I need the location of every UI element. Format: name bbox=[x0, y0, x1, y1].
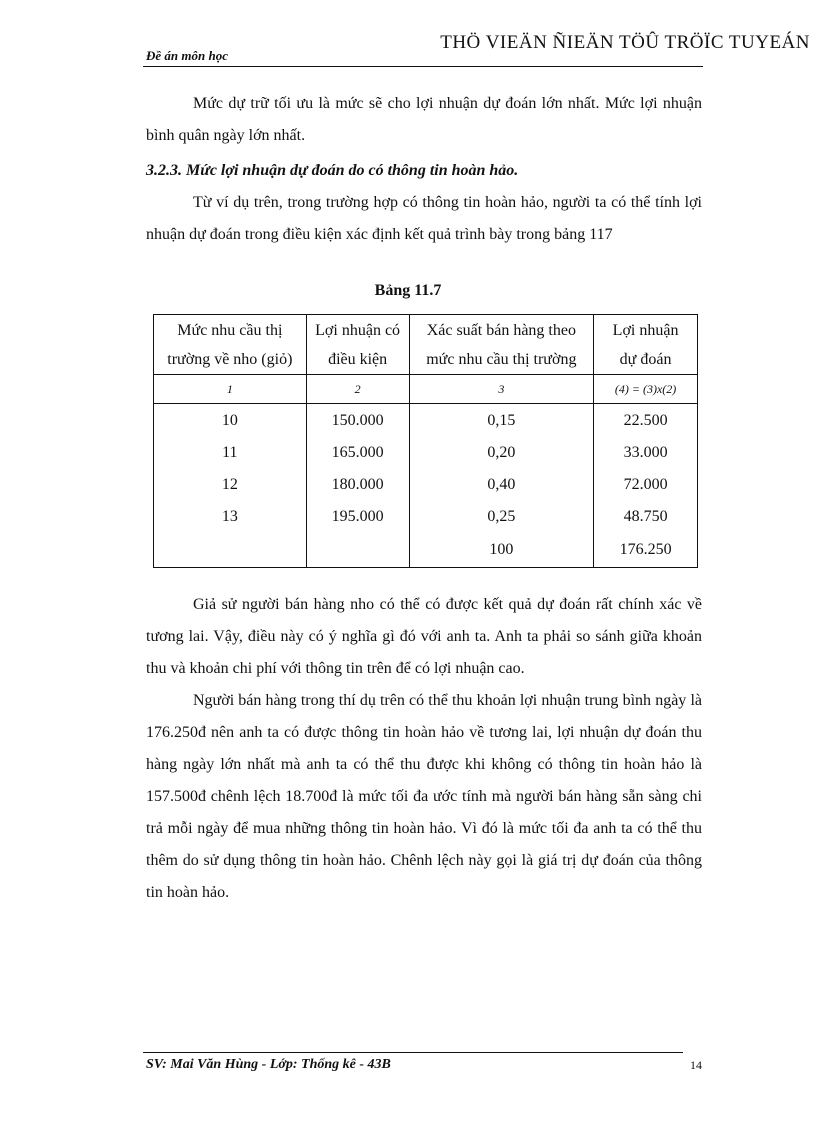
table-cell bbox=[154, 533, 307, 568]
index-cell: 1 bbox=[154, 375, 307, 404]
table-cell: 0,15 bbox=[409, 404, 594, 438]
table-total-row bbox=[154, 533, 698, 568]
table-cell: 0,20 bbox=[409, 437, 594, 469]
table-cell: 0,25 bbox=[409, 501, 594, 533]
table-cell: 12 bbox=[154, 469, 307, 501]
page-number: 14 bbox=[690, 1058, 702, 1072]
footer-student-info: SV: Mai Văn Hùng - Lớp: Thống kê - 43B bbox=[146, 1057, 391, 1072]
header-divider bbox=[143, 66, 703, 67]
table-cell: 10 bbox=[154, 404, 307, 438]
paragraph-perfect-info-value: Người bán hàng trong thí dụ trên có thể thu khoản lợi nhuận trung bình ngày là 176.250đ nên anh ta có được thông tin hoàn hảo về tương lai, lợi nhuận dự đoán thu hàng ngày lớn nhất mà anh ta có thể thu được khi không có thông tin hoàn hảo là 157.500đ chênh lệch 18.700đ là mức tối đa ước tính mà người bán hàng sẵn sàng chi trả mỗi ngày để mua những thông tin hoàn hảo. Vì đó là mức tối đa anh ta có thể thu thêm do sử dụng thông tin hoàn hảo. Chênh lệch này gọi là giá trị dự đoán của thông tin hoàn hảo. bbox=[146, 692, 702, 901]
table-cell: 195.000 bbox=[306, 501, 409, 533]
table-cell: 11 bbox=[154, 437, 307, 469]
header-probability: Xác suất bán hàng theo mức nhu cầu thị trường bbox=[409, 315, 594, 375]
table-cell: 176.250 bbox=[594, 533, 698, 568]
index-cell: 2 bbox=[306, 375, 409, 404]
table-row bbox=[154, 501, 698, 533]
paragraph-seller-assumption: Giả sử người bán hàng nho có thể có được kết quả dự đoán rất chính xác về tương lai. Vậy, điều này có ý nghĩa gì đó với anh ta. Anh ta phải so sánh giữa khoản thu và khoản chi phí với thông tin trên để có lợi nhuận cao. bbox=[146, 596, 702, 677]
table-cell: 150.000 bbox=[306, 404, 409, 438]
section-heading: 3.2.3. Mức lợi nhuận dự đoán do có thông tin hoàn hảo. bbox=[146, 162, 519, 179]
index-cell: (4) = (3)x(2) bbox=[594, 375, 698, 404]
header-conditional-profit: Lợi nhuận có điều kiện bbox=[306, 315, 409, 375]
table-cell: 33.000 bbox=[594, 437, 698, 469]
table-row bbox=[154, 404, 698, 438]
table-cell: 180.000 bbox=[306, 469, 409, 501]
header-course-title: Đề án môn học bbox=[146, 48, 228, 63]
paragraph-intro-table: Từ ví dụ trên, trong trường hợp có thông tin hoàn hảo, người ta có thể tính lợi nhuận dự đoán trong điều kiện xác định kết quả trình bày trong bảng 117 bbox=[146, 194, 702, 243]
table-cell bbox=[306, 533, 409, 568]
paragraph-optimal-stock: Mức dự trữ tối ưu là mức sẽ cho lợi nhuận dự đoán lớn nhất. Mức lợi nhuận bình quân ngày lớn nhất. bbox=[146, 95, 702, 144]
table-cell: 13 bbox=[154, 501, 307, 533]
header-demand-level: Mức nhu cầu thị trường về nho (giỏ) bbox=[154, 315, 307, 375]
table-header-row bbox=[154, 315, 698, 375]
table-row bbox=[154, 469, 698, 501]
table-cell: 100 bbox=[409, 533, 594, 568]
index-cell: 3 bbox=[409, 375, 594, 404]
header-library-title: THÖ VIEÄN ÑIEÄN TÖÛ TRÖÏC TUYEÁN bbox=[440, 32, 810, 53]
table-cell: 48.750 bbox=[594, 501, 698, 533]
header-expected-profit: Lợi nhuận dự đoán bbox=[594, 315, 698, 375]
table-cell: 22.500 bbox=[594, 404, 698, 438]
profit-table bbox=[153, 314, 698, 568]
table-caption: Bảng 11.7 bbox=[374, 282, 442, 299]
footer-divider bbox=[143, 1052, 683, 1053]
table-cell: 72.000 bbox=[594, 469, 698, 501]
table-cell: 0,40 bbox=[409, 469, 594, 501]
table-cell: 165.000 bbox=[306, 437, 409, 469]
table-index-row bbox=[154, 375, 698, 404]
table-row bbox=[154, 437, 698, 469]
